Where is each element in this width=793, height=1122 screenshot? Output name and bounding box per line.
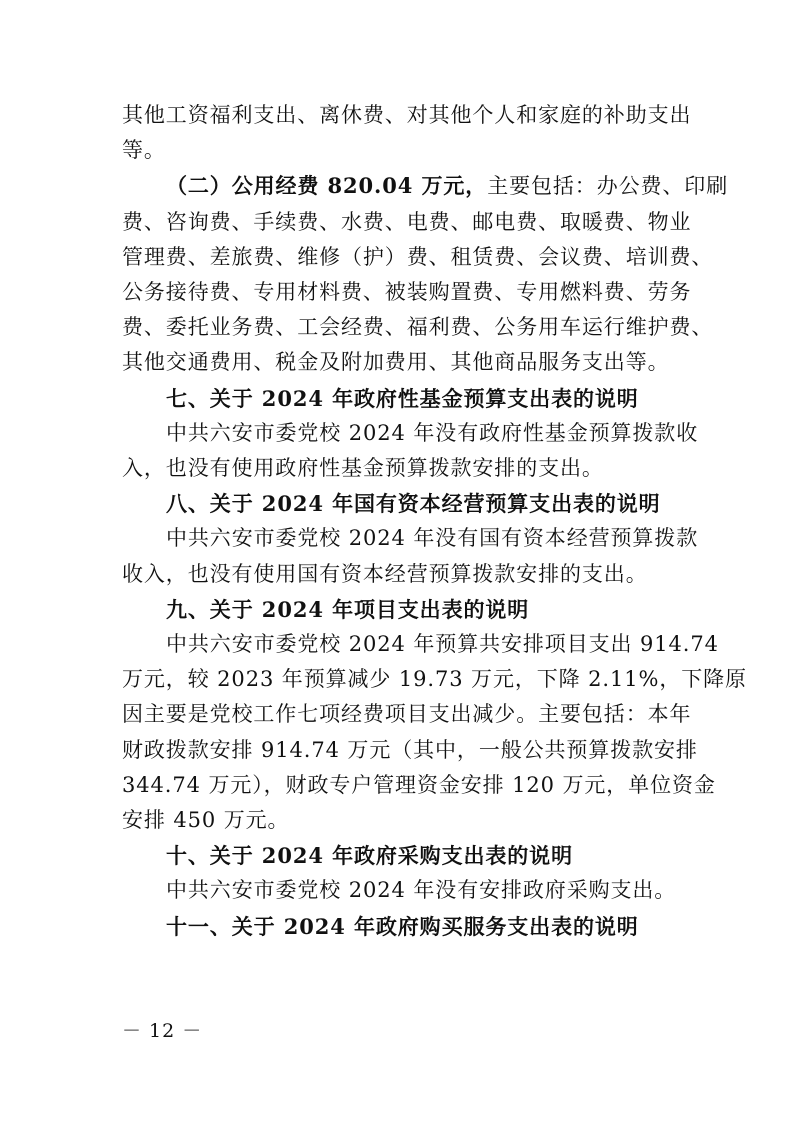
bold-lead: （二）公用经费 820.04 万元， [166, 173, 488, 199]
text-line: 中共六安市委党校 2024 年没有安排政府采购支出。 [166, 878, 677, 903]
text-line: 费、咨询费、手续费、水费、电费、邮电费、取暖费、物业 [122, 209, 692, 234]
section-heading-8: 八、关于 2024 年国有资本经营预算支出表的说明 [166, 491, 661, 517]
section-heading-11: 十一、关于 2024 年政府购买服务支出表的说明 [166, 913, 639, 939]
text-line: 344.74 万元），财政专户管理资金安排 120 万元，单位资金 [122, 772, 716, 797]
text-segment: 主要包括：办公费、印刷 [487, 174, 729, 199]
paragraph-personnel-end [122, 98, 692, 168]
paragraph-section-9 [122, 627, 747, 838]
text-line: 公务接待费、专用材料费、被装购置费、专用燃料费、劳务 [122, 280, 692, 305]
text-line: 等。 [122, 138, 166, 163]
text-line [122, 168, 729, 204]
paragraph-public-funds [122, 168, 729, 380]
text-line: 安排 450 万元。 [122, 808, 290, 833]
text-line: 管理费、差旅费、维修（护）费、租赁费、会议费、培训费、 [122, 244, 714, 269]
text-line: 中共六安市委党校 2024 年没有国有资本经营预算拨款 [166, 526, 699, 551]
text-line: 因主要是党校工作七项经费项目支出减少。主要包括：本年 [122, 702, 692, 727]
text-line: 万元，较 2023 年预算减少 19.73 万元，下降 2.11%，下降原 [122, 667, 747, 692]
text-line: 入，也没有使用政府性基金预算拨款安排的支出。 [122, 456, 604, 481]
document-body [122, 98, 747, 944]
paragraph-section-7 [122, 416, 699, 486]
text-line: 其他交通费用、税金及附加费用、其他商品服务支出等。 [122, 350, 670, 375]
page-number: － 12 － [122, 1020, 203, 1042]
paragraph-section-10 [122, 873, 677, 908]
text-line: 收入，也没有使用国有资本经营预算拨款安排的支出。 [122, 561, 648, 586]
text-line: 财政拨款安排 914.74 万元（其中，一般公共预算拨款安排 [122, 737, 698, 762]
text-line: 中共六安市委党校 2024 年没有政府性基金预算拨款收 [166, 420, 699, 445]
paragraph-section-8 [122, 521, 699, 591]
text-line: 中共六安市委党校 2024 年预算共安排项目支出 914.74 [166, 632, 719, 657]
text-line: 费、委托业务费、工会经费、福利费、公务用车运行维护费、 [122, 315, 714, 340]
section-heading-7: 七、关于 2024 年政府性基金预算支出表的说明 [166, 385, 639, 411]
text-line: 其他工资福利支出、离休费、对其他个人和家庭的补助支出 [122, 103, 692, 127]
section-heading-10: 十、关于 2024 年政府采购支出表的说明 [166, 843, 573, 869]
section-heading-9: 九、关于 2024 年项目支出表的说明 [166, 596, 530, 622]
